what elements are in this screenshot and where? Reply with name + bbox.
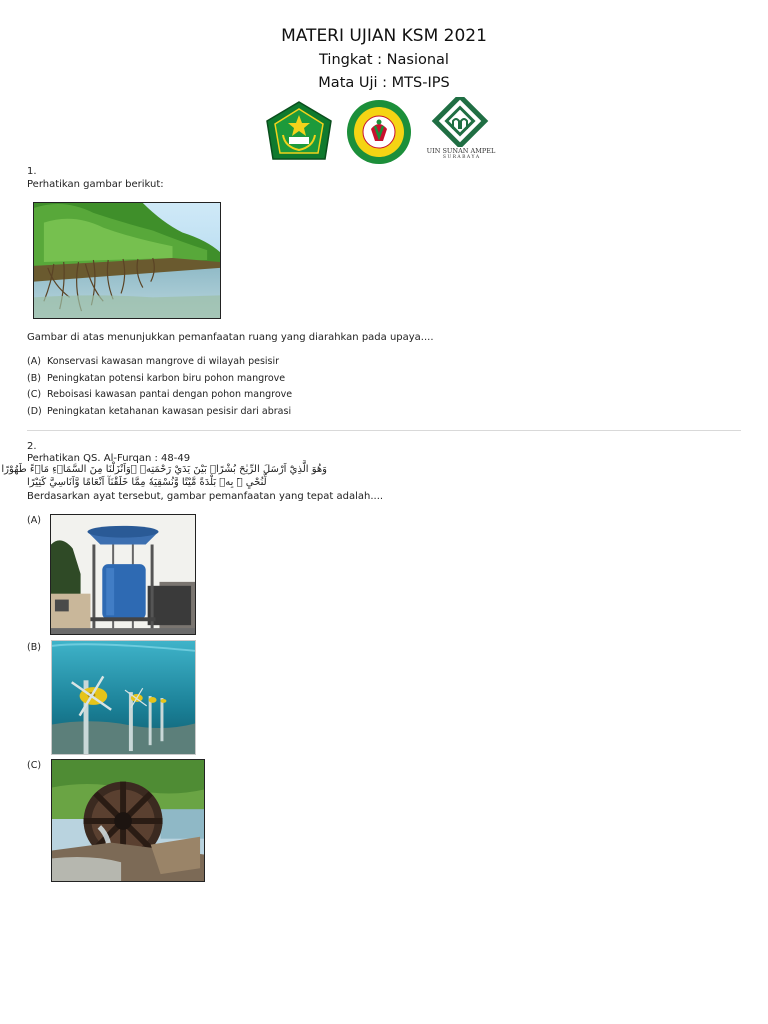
option-text: Konservasi kawasan mangrove di wilayah pesisir	[47, 356, 280, 367]
option-text: Peningkatan potensi karbon biru pohon mangrove	[47, 373, 286, 384]
page-title: MATERI UJIAN KSM 2021	[281, 26, 487, 46]
q2-arabic-verse-1: وَهُوَ الَّذِيْٓ اَرْسَلَ الرِّيٰحَ بُشْرًاۢ بَيْنَ يَدَيْ رَحْمَتِهٖ ۚوَاَنْزَلْنَا مِنَ السَّمَاۤءِ مَاۤءً طَهُوْرًا	[1, 464, 327, 475]
q2-option-b-image[interactable]	[51, 640, 196, 755]
q2-prompt: Perhatikan QS. Al-Furqan : 48-49	[27, 453, 191, 464]
question-divider	[27, 430, 741, 431]
uin-sunan-ampel-logo	[425, 97, 497, 163]
option-text: Reboisasi kawasan pantai dengan pohon mangrove	[47, 389, 293, 400]
q2-option-b-label[interactable]: (B)	[27, 642, 41, 653]
q1-mangrove-image	[33, 202, 221, 319]
uin-name: UIN SUNAN AMPEL	[426, 147, 496, 155]
q1-question: Gambar di atas menunjukkan pemanfaatan ruang yang diarahkan pada upaya....	[27, 332, 434, 343]
subject-label: Mata Uji : MTS-IPS	[318, 75, 450, 91]
option-label: (D)	[27, 406, 42, 417]
q1-option-c[interactable]	[27, 389, 292, 400]
level-label: Tingkat : Nasional	[319, 52, 449, 68]
option-label: (B)	[27, 373, 41, 384]
q1-option-a[interactable]	[27, 356, 279, 367]
option-text: Peningkatan ketahanan kawasan pesisir dari abrasi	[47, 406, 292, 417]
q2-number: 2.	[27, 441, 37, 452]
q1-option-b[interactable]	[27, 373, 285, 384]
q2-option-c-label[interactable]: (C)	[27, 760, 42, 771]
q2-option-a-image[interactable]	[50, 514, 196, 635]
q1-number: 1.	[27, 166, 37, 177]
q1-option-d[interactable]	[27, 406, 291, 417]
q2-option-a-label[interactable]: (A)	[27, 515, 41, 526]
q1-prompt: Perhatikan gambar berikut:	[27, 179, 164, 190]
q2-option-c-image[interactable]	[51, 759, 205, 882]
q2-question: Berdasarkan ayat tersebut, gambar pemanfaatan yang tepat adalah....	[27, 491, 384, 502]
option-label: (A)	[27, 356, 41, 367]
kemenag-logo	[265, 101, 333, 164]
option-label: (C)	[27, 389, 42, 400]
uin-emblem-icon	[425, 97, 497, 147]
ksm-logo	[345, 99, 413, 165]
uin-city: S U R A B A Y A	[442, 155, 480, 160]
q2-arabic-verse-2: لِّنُحْيِ َۧ بِهٖ بَلْدَةً مَّيْتًا وَّنُسْقِيَهٗ مِمَّا خَلَقْنَآ اَنْعَامًا وَّاَنَاسِيَّ كَثِيْرًا	[27, 477, 267, 488]
